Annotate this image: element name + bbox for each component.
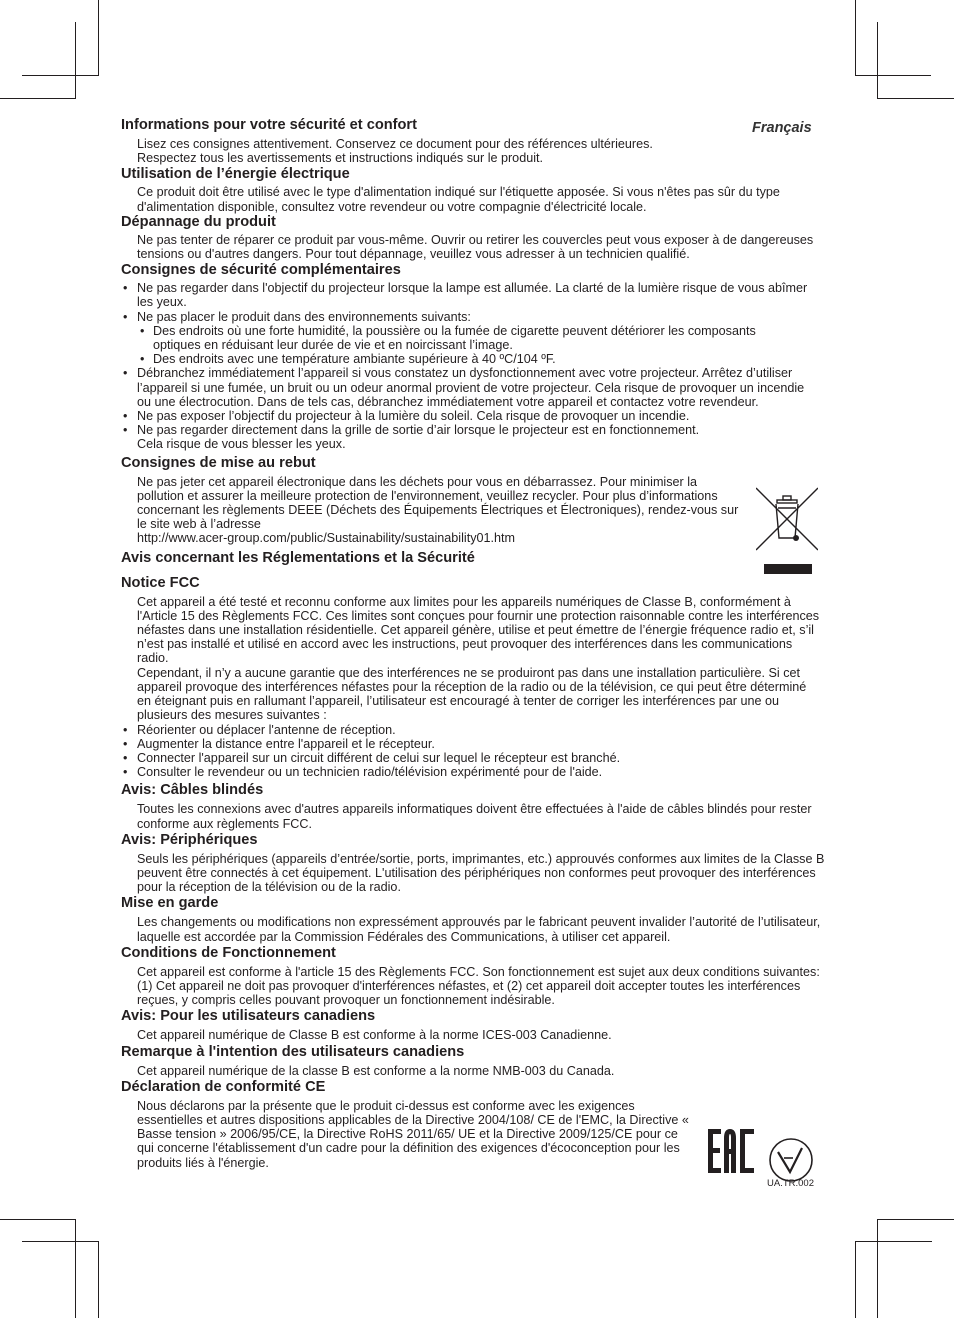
- crop-mark: [855, 1241, 856, 1318]
- crop-mark: [98, 1241, 99, 1318]
- paragraph: Cet appareil a été testé et reconnu conforme aux limites pour les appareils numériques de Classe B, conformément à l'Article 15 des Règlements FCC. Ces limites sont conçues pour fournir une protection raisonnable contre les interférences néfastes dans une installation résidentielle. Cet appareil génère, utilise et peut émettre de l’énergie fréquence radio et, s’il n’est pas installé et utilisé en accord avec les instructions, peut provoquer des interférences dans les communications radio.: [137, 594, 820, 666]
- crop-mark: [877, 1219, 954, 1220]
- list-item: • Des endroits avec une température ambiante supérieure à 40 ºC/104 ºF.: [121, 352, 821, 366]
- paragraph: Ne pas jeter cet appareil électronique dans les déchets pour vous en débarrassez. Pour minimiser la pollution et assurer la meilleure protection de l'environnement, veuillez recycler. Pour plus d’informations concernant les règlements DEEE (Déchets des Équipements Électriques et Électroniques), rendez-vous sur le site web à l’adresse: [137, 474, 739, 532]
- list-item: • Ne pas regarder directement dans la grille de sortie d’air lorsque le projecteur est en fonctionnement.: [121, 423, 821, 437]
- crop-mark: [98, 0, 99, 76]
- list-item: • Des endroits où une forte humidité, la poussière ou la fumée de cigarette peuvent détériorer les composants optiques en réduisant leur durée de vie et en noircissant l’image.: [121, 324, 763, 352]
- ua-mark-label: UA.TR.002: [767, 1178, 814, 1189]
- crop-mark: [877, 22, 878, 98]
- crossed-out-wheelie-bin-icon: [756, 486, 818, 576]
- section-heading: Avis concernant les Réglementations et la Sécurité: [121, 549, 475, 566]
- list-item: • Augmenter la distance entre l'appareil et le récepteur.: [121, 737, 821, 751]
- crop-mark: [22, 75, 98, 76]
- paragraph: Cet appareil numérique de Classe B est conforme à la norme ICES-003 Canadienne.: [137, 1028, 612, 1043]
- language-label: Français: [752, 120, 812, 136]
- list-item: • Ne pas regarder dans l'objectif du projecteur lorsque la lampe est allumée. La clarté de la lumière risque de vous abîmer les yeux.: [121, 281, 821, 309]
- paragraph: Les changements ou modifications non expressément approuvés par le fabricant peuvent invalider l’autorité de l’utilisateur, laquelle est accordée par la Commission Fédérales des Communications, à utiliser cet appareil.: [137, 915, 821, 944]
- crop-mark: [75, 22, 76, 98]
- crop-mark: [855, 0, 856, 76]
- list-item: • Débranchez immédiatement l’appareil si vous constatez un dysfonctionnement avec votre projecteur. Arrêtez d’utiliser l’appareil si une fumée, un bruit ou un odeur anormal provient de votre projecteur. Cela risque de provoquer un incendie ou une électrocution. Dans de tels cas, débranchez immédiatement votre appareil et contactez votre revendeur.: [121, 366, 821, 409]
- disposal-url[interactable]: http://www.acer-group.com/public/Sustainability/sustainability01.htm: [137, 531, 515, 546]
- section-heading: Dépannage du produit: [121, 213, 276, 230]
- paragraph: Ne pas tenter de réparer ce produit par vous-même. Ouvrir ou retirer les couvercles peut vous exposer à de dangereuses tensions ou d'autres dangers. Pour tout dépannage, veuillez vous adresser à un technicien qualifié.: [137, 232, 814, 262]
- eac-logo-icon: [706, 1126, 758, 1176]
- list-item: • Ne pas exposer l’objectif du projecteur à la lumière du soleil. Cela risque de provoquer un incendie.: [121, 409, 821, 423]
- section-heading: Mise en garde: [121, 895, 219, 912]
- paragraph: Seuls les périphériques (appareils d’entrée/sortie, ports, imprimantes, etc.) approuvés conformes aux limites de la Classe B peuvent être connectés à cet équipement. L'utilisation des périphériques non conformes peut provoquer des interférences pour la réception de la télévision ou de la radio.: [137, 851, 825, 895]
- paragraph: Cet appareil numérique de la classe B est conforme a la norme NMB-003 du Canada.: [137, 1063, 615, 1078]
- paragraph: Respectez tous les avertissements et instructions indiqués sur le produit.: [137, 151, 543, 166]
- crop-mark: [855, 75, 931, 76]
- paragraph: Lisez ces consignes attentivement. Conservez ce document pour des références ultérieures.: [137, 137, 653, 151]
- paragraph: Toutes les connexions avec d'autres appareils informatiques doivent être effectuées à l'aide de câbles blindés pour rester conforme aux règlements FCC.: [137, 802, 812, 831]
- section-heading: Notice FCC: [121, 574, 200, 591]
- paragraph: Cependant, il n’y a aucune garantie que des interférences ne se produiront pas dans une installation particulière. Si cet appareil provoque des interférences néfastes pour la réception de la radio ou de la télévision, ce qui peut être déterminé en éteignant puis en rallumant l’appareil, l’utilisateur est encouragé à tenter de corriger les interférences par une ou plusieurs des mesures suivantes :: [137, 665, 807, 723]
- paragraph: Cela risque de vous blesser les yeux.: [137, 437, 346, 452]
- list-item: • Ne pas placer le produit dans des environnements suivants:: [121, 310, 821, 324]
- paragraph: Nous déclarons par la présente que le produit ci-dessus est conforme avec les exigences essentielles et autres dispositions applicables de la Directive 2004/108/ CE de l'EMC, la Directive « Basse tension » 2006/95/CE, la Directive RoHS 2011/65/ UE et la Directive 2009/125/CE pour ce qui concerne l'établissement d'un cadre pour la définition des exigences d'écoconception pour les produits liés à l'énergie.: [137, 1098, 689, 1170]
- crop-mark: [877, 1219, 878, 1318]
- section-heading: Consignes de mise au rebut: [121, 454, 316, 471]
- section-heading: Consignes de sécurité complémentaires: [121, 262, 401, 279]
- section-heading: Avis: Pour les utilisateurs canadiens: [121, 1008, 376, 1025]
- crop-mark: [0, 98, 76, 99]
- crop-mark: [855, 1241, 932, 1242]
- section-heading: Informations pour votre sécurité et confort: [121, 117, 417, 133]
- list-item: • Consulter le revendeur ou un technicien radio/télévision expérimenté pour de l'aide.: [121, 765, 821, 779]
- list-item: • Réorienter ou déplacer l'antenne de réception.: [121, 723, 821, 737]
- crop-mark: [0, 1219, 76, 1220]
- section-heading: Déclaration de conformité CE: [121, 1078, 326, 1095]
- crop-mark: [22, 1241, 99, 1242]
- crop-mark: [75, 1219, 76, 1318]
- section-heading: Utilisation de l’énergie électrique: [121, 166, 350, 183]
- crop-mark: [877, 98, 954, 99]
- list-item: • Connecter l'appareil sur un circuit différent de celui sur lequel le récepteur est branché.: [121, 751, 821, 765]
- section-heading: Avis: Périphériques: [121, 831, 258, 848]
- document-body: [121, 117, 836, 1170]
- section-heading: Avis: Câbles blindés: [121, 782, 264, 799]
- paragraph: Cet appareil est conforme à l'article 15 des Règlements FCC. Son fonctionnement est sujet aux deux conditions suivantes: (1) Cet appareil ne doit pas provoquer d'interférences néfastes, et (2) cet appareil doit accepter toutes les interférences reçues, y compris celles pouvant provoquer un fonctionnement indésirable.: [137, 964, 820, 1008]
- paragraph: Ce produit doit être utilisé avec le type d'alimentation indiqué sur l'étiquette apposée. Si vous n'êtes pas sûr du type d'alimentation disponible, consultez votre revendeur ou votre compagnie d'électricité locale.: [137, 185, 780, 214]
- section-heading: Remarque à l'intention des utilisateurs canadiens: [121, 1043, 465, 1060]
- section-heading: Conditions de Fonctionnement: [121, 944, 336, 961]
